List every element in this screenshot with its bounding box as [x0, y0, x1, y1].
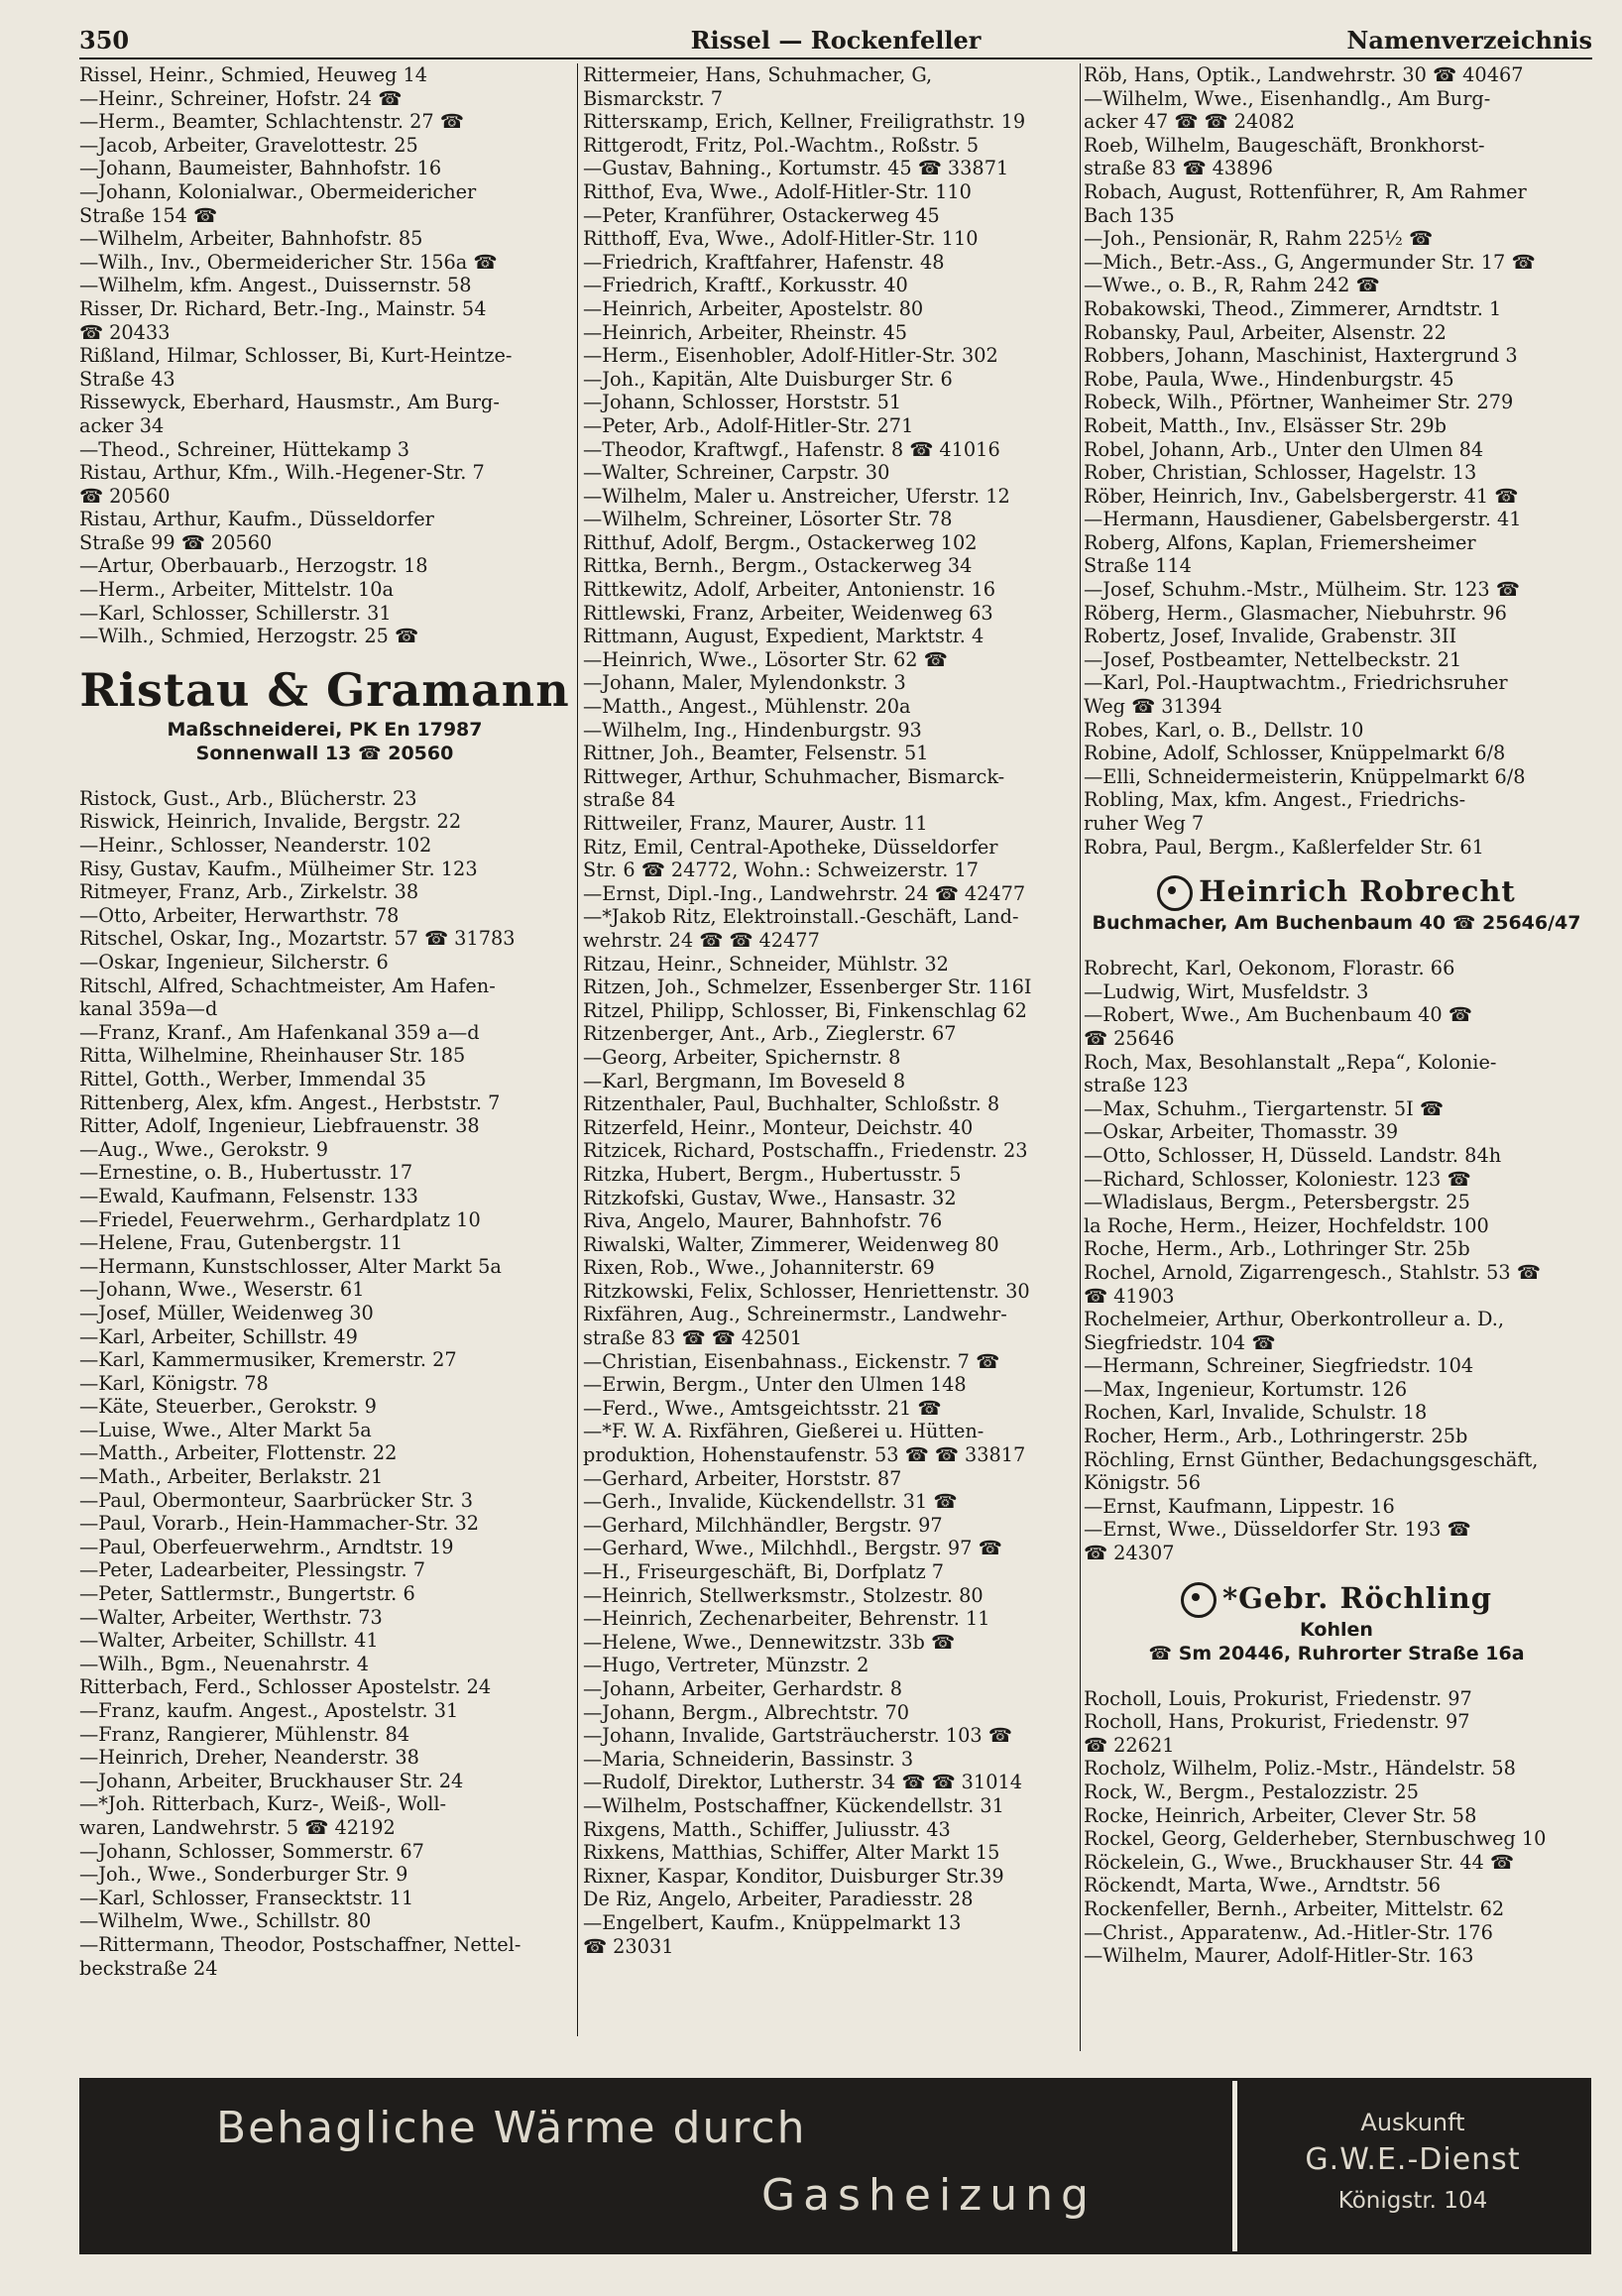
- directory-entry: Robling, Max, kfm. Angest., Friedrichs-: [1084, 788, 1466, 812]
- directory-entry: Rittenberg, Alex, kfm. Angest., Herbststr. 7: [79, 1091, 501, 1114]
- company-logo-icon: [1181, 1582, 1216, 1618]
- column-divider: [1080, 63, 1081, 2051]
- directory-entry: —Johann, Schlosser, Horststr. 51: [583, 391, 902, 414]
- business-advertisement: [1084, 872, 1589, 935]
- directory-entry: —Helene, Frau, Gutenbergstr. 11: [79, 1231, 404, 1255]
- ad-info-name: G.W.E.-Dienst: [1305, 2142, 1521, 2177]
- directory-entry: —Ernestine, o. B., Hubertusstr. 17: [79, 1161, 413, 1185]
- directory-entry: —Erwin, Bergm., Unter den Ulmen 148: [583, 1373, 967, 1397]
- directory-entry: —Herm., Beamter, Schlachtenstr. 27 ☎: [79, 110, 464, 134]
- page-header: [79, 22, 1592, 59]
- directory-entry: —Gerhard, Wwe., Milchhdl., Bergstr. 97 ☎: [583, 1537, 1002, 1560]
- directory-entry: Röchling, Ernst Günther, Bedachungsgeschäft,: [1084, 1447, 1539, 1471]
- page-number: 350: [79, 26, 130, 55]
- directory-entry: —Oskar, Ingenieur, Silcherstr. 6: [79, 951, 389, 974]
- column-2: [583, 63, 1077, 2051]
- directory-entry: —Karl, Bergmann, Im Boveseld 8: [583, 1069, 906, 1092]
- directory-entry: —Herm., Arbeiter, Mittelstr. 10a: [79, 578, 394, 602]
- directory-entry: Robes, Karl, o. B., Dellstr. 10: [1084, 718, 1364, 742]
- directory-entry: —Matth., Arbeiter, Flottenstr. 22: [79, 1441, 398, 1465]
- directory-entry: Robeit, Matth., Inv., Elsässer Str. 29b: [1084, 413, 1447, 437]
- section-title: Namenverzeichnis: [1346, 26, 1592, 55]
- ad-info-address: Königstr. 104: [1337, 2188, 1488, 2214]
- directory-entry: —Mich., Betr.-Ass., G, Angermunder Str. 17 ☎: [1084, 250, 1536, 274]
- advertisement-name-text: Heinrich Robrecht: [1199, 874, 1516, 909]
- directory-entry: —Wladislaus, Bergm., Petersbergstr. 25: [1084, 1191, 1470, 1214]
- directory-entry: Ritzenthaler, Paul, Buchhalter, Schloßstr. 8: [583, 1092, 1000, 1116]
- directory-entry: —Johann, Kolonialwar., Obermeidericher: [79, 179, 477, 203]
- directory-entry: —Max, Ingenieur, Kortumstr. 126: [1084, 1377, 1408, 1401]
- directory-entry: Rittersкamp, Erich, Kellner, Freiligrathstr. 19: [583, 110, 1026, 134]
- directory-entry: Risser, Dr. Richard, Betr.-Ing., Mainstr. 54: [79, 296, 487, 320]
- directory-entry: —Peter, Ladearbeiter, Plessingstr. 7: [79, 1558, 426, 1582]
- directory-entry: —Karl, Schlosser, Schillerstr. 31: [79, 601, 392, 625]
- directory-entry: —Heinrich, Zechenarbeiter, Behrenstr. 11: [583, 1607, 990, 1631]
- directory-entry: Röckendt, Marta, Wwe., Arndtstr. 56: [1084, 1874, 1442, 1897]
- directory-entry: Robeck, Wilh., Pförtner, Wanheimer Str. 279: [1084, 391, 1514, 414]
- directory-entry: —Wilh., Schmied, Herzogstr. 25 ☎: [79, 625, 419, 648]
- directory-entry: —Paul, Oberfeuerwehrm., Arndtstr. 19: [79, 1535, 454, 1558]
- directory-entry: Riwalski, Walter, Zimmerer, Weidenweg 80: [583, 1232, 999, 1256]
- directory-entry: Rittermeier, Hans, Schuhmacher, G,: [583, 63, 933, 86]
- directory-entry: Ritzka, Hubert, Bergm., Hubertusstr. 5: [583, 1162, 962, 1186]
- business-advertisement: [79, 662, 570, 765]
- directory-entry: Ritzen, Joh., Schmelzer, Essenberger Str. 116I: [583, 976, 1032, 999]
- directory-entry: —Wilhelm, Maler u. Anstreicher, Uferstr. 12: [583, 484, 1010, 508]
- directory-entry: —Christ., Apparatenw., Ad.-Hitler-Str. 176: [1084, 1920, 1493, 1944]
- directory-entry: ☎ 20433: [79, 320, 171, 344]
- directory-entry: wehrstr. 24 ☎ ☎ 42477: [583, 928, 820, 952]
- directory-entry: Rittweiler, Franz, Maurer, Austr. 11: [583, 812, 928, 835]
- directory-entry: —Rittermann, Theodor, Postschaffner, Nettel-: [79, 1932, 521, 1956]
- directory-entry: Königstr. 56: [1084, 1471, 1201, 1495]
- directory-entry: Rissewyck, Eberhard, Hausmstr., Am Burg-: [79, 391, 500, 414]
- directory-entry: Rittner, Joh., Beamter, Felsenstr. 51: [583, 742, 929, 765]
- directory-entry: —Wilhelm, Postschaffner, Kückendellstr. 31: [583, 1793, 1004, 1817]
- directory-entry: Str. 6 ☎ 24772, Wohn.: Schweizerstr. 17: [583, 859, 979, 882]
- directory-entry: De Riz, Angelo, Arbeiter, Paradiesstr. 28: [583, 1888, 974, 1911]
- directory-entry: straße 84: [583, 788, 676, 812]
- directory-entry: —Maria, Schneiderin, Bassinstr. 3: [583, 1747, 914, 1771]
- directory-entry: Ritta, Wilhelmine, Rheinhauser Str. 185: [79, 1044, 466, 1068]
- directory-entry: —Karl, Arbeiter, Schillstr. 49: [79, 1324, 358, 1348]
- directory-entry: —*Joh. Ritterbach, Kurz-, Weiß-, Woll-: [79, 1792, 447, 1816]
- directory-entry: Rittgerodt, Fritz, Pol.-Wachtm., Roßstr. 5: [583, 133, 980, 157]
- directory-entry: Bismarckstr. 7: [583, 86, 723, 110]
- directory-entry: Riva, Angelo, Maurer, Bahnhofstr. 76: [583, 1209, 943, 1233]
- ad-info-title: Auskunft: [1360, 2109, 1465, 2136]
- ad-slogan-line-1: Behagliche Wärme durch: [216, 2103, 807, 2153]
- directory-entry: Rocholl, Louis, Prokurist, Friedenstr. 97: [1084, 1686, 1472, 1710]
- directory-entry: —Wilhelm, Wwe., Schillstr. 80: [79, 1909, 372, 1933]
- directory-entry: —Joh., Kapitän, Alte Duisburger Str. 6: [583, 367, 953, 391]
- directory-entry: —Josef, Postbeamter, Nettelbeckstr. 21: [1084, 647, 1462, 671]
- directory-entry: —Robert, Wwe., Am Buchenbaum 40 ☎: [1084, 1003, 1472, 1027]
- directory-entry: —Jacob, Arbeiter, Gravelottestr. 25: [79, 133, 418, 157]
- advertisement-name: [1084, 872, 1589, 911]
- directory-entry: kanal 359a—d: [79, 997, 218, 1021]
- directory-entry: —Franz, Rangierer, Mühlenstr. 84: [79, 1722, 410, 1746]
- directory-entry: straße 123: [1084, 1074, 1189, 1097]
- directory-entry: —Hugo, Vertreter, Münzstr. 2: [583, 1654, 869, 1677]
- directory-entry: Rocke, Heinrich, Arbeiter, Clever Str. 58: [1084, 1803, 1477, 1827]
- ad-slogan-line-2: Gasheizung: [761, 2170, 1097, 2221]
- directory-entry: —Rudolf, Direktor, Lutherstr. 34 ☎ ☎ 31014: [583, 1771, 1022, 1794]
- advertisement-name-text: Ristau & Gramann: [79, 662, 570, 717]
- directory-entry: —Helene, Wwe., Dennewitzstr. 33b ☎: [583, 1630, 956, 1654]
- directory-entry: Ristock, Gust., Arb., Blücherstr. 23: [79, 786, 417, 810]
- directory-entry: Röckelein, G., Wwe., Bruckhauser Str. 44 ☎: [1084, 1850, 1514, 1874]
- directory-entry: produktion, Hohenstaufenstr. 53 ☎ ☎ 33817: [583, 1443, 1026, 1467]
- directory-entry: —Franz, kaufm. Angest., Apostelstr. 31: [79, 1699, 459, 1722]
- directory-entry: Rissel, Heinr., Schmied, Heuweg 14: [79, 63, 428, 86]
- advertisement-line: Maßschneiderei, PK En 17987: [167, 718, 483, 741]
- directory-entry: Rocholl, Hans, Prokurist, Friedenstr. 97: [1084, 1710, 1470, 1734]
- directory-entry: Rocholz, Wilhelm, Poliz.-Mstr., Händelstr. 58: [1084, 1757, 1516, 1780]
- directory-entry: —Math., Arbeiter, Berlakstr. 21: [79, 1465, 384, 1489]
- directory-entry: —Johann, Arbeiter, Bruckhauser Str. 24: [79, 1769, 464, 1792]
- directory-entry: Ritter, Adolf, Ingenieur, Liebfrauenstr. 38: [79, 1114, 480, 1138]
- directory-entry: Bach 135: [1084, 203, 1175, 227]
- directory-entry: ☎ 24307: [1084, 1542, 1175, 1565]
- company-logo-icon: [1157, 875, 1193, 911]
- directory-entry: —Gerh., Invalide, Kückendellstr. 31 ☎: [583, 1490, 958, 1514]
- directory-entry: ruher Weg 7: [1084, 812, 1205, 835]
- directory-entry: Röber, Heinrich, Inv., Gabelsbergerstr. 41 ☎: [1084, 484, 1519, 508]
- directory-entry: —Johann, Baumeister, Bahnhofstr. 16: [79, 157, 442, 180]
- directory-entry: —Heinrich, Arbeiter, Apostelstr. 80: [583, 296, 924, 320]
- directory-entry: —Karl, Kammermusiker, Kremerstr. 27: [79, 1348, 457, 1372]
- directory-entry: —Engelbert, Kaufm., Knüppelmarkt 13: [583, 1910, 962, 1934]
- directory-entry: ☎ 20560: [79, 484, 171, 508]
- directory-entry: —Friedrich, Kraftf., Korkusstr. 40: [583, 274, 908, 297]
- directory-entry: —Ernst, Dipl.-Ing., Landwehrstr. 24 ☎ 42477: [583, 881, 1026, 905]
- directory-entry: Ritthuf, Adolf, Bergm., Ostackerweg 102: [583, 530, 978, 554]
- directory-entry: —Christian, Eisenbahnass., Eickenstr. 7 ☎: [583, 1349, 1000, 1373]
- directory-entry: —Ludwig, Wirt, Musfeldstr. 3: [1084, 979, 1369, 1003]
- directory-entry: Weg ☎ 31394: [1084, 695, 1222, 719]
- directory-entry: Ritzerfeld, Heinr., Monteur, Deichstr. 40: [583, 1115, 974, 1139]
- directory-entry: —Gerhard, Arbeiter, Horststr. 87: [583, 1466, 902, 1490]
- directory-entry: waren, Landwehrstr. 5 ☎ 42192: [79, 1815, 396, 1839]
- directory-entry: —Georg, Arbeiter, Spichernstr. 8: [583, 1045, 901, 1069]
- directory-entry: —Karl, Königstr. 78: [79, 1371, 269, 1395]
- directory-entry: —Ewald, Kaufmann, Felsenstr. 133: [79, 1184, 418, 1207]
- directory-entry: —Josef, Schuhm.-Mstr., Mülheim. Str. 123 ☎: [1084, 578, 1520, 602]
- directory-entry: —Walter, Schreiner, Carpstr. 30: [583, 461, 890, 485]
- directory-entry: —Hermann, Schreiner, Siegfriedstr. 104: [1084, 1354, 1474, 1378]
- directory-entry: —Paul, Vorarb., Hein-Hammacher-Str. 32: [79, 1512, 480, 1536]
- name-range: Rissel — Rockenfeller: [690, 26, 982, 55]
- advertisement-name: [1084, 1579, 1589, 1618]
- directory-entry: Robakowski, Theod., Zimmerer, Arndtstr. 1: [1084, 296, 1502, 320]
- directory-entry: —Johann, Wwe., Weserstr. 61: [79, 1278, 365, 1302]
- directory-entry: Rober, Christian, Schlosser, Hagelstr. 13: [1084, 461, 1477, 485]
- directory-entry: —Wilhelm, Arbeiter, Bahnhofstr. 85: [79, 227, 423, 251]
- directory-entry: Rochelmeier, Arthur, Oberkontrolleur a. D.,: [1084, 1308, 1504, 1331]
- directory-entry: —*F. W. A. Rixfähren, Gießerei u. Hütten-: [583, 1420, 985, 1443]
- directory-entry: —Walter, Arbeiter, Schillstr. 41: [79, 1629, 379, 1653]
- directory-entry: Ritz, Emil, Central-Apotheke, Düsseldorfer: [583, 835, 998, 859]
- directory-entry: Straße 99 ☎ 20560: [79, 530, 273, 554]
- directory-entry: —Wilhelm, Schreiner, Lösorter Str. 78: [583, 508, 953, 531]
- directory-entry: —Herm., Eisenhobler, Adolf-Hitler-Str. 302: [583, 344, 998, 368]
- directory-entry: —*Jakob Ritz, Elektroinstall.-Geschäft, Land-: [583, 905, 1019, 929]
- directory-entry: Ritthof, Eva, Wwe., Adolf-Hitler-Str. 110: [583, 179, 972, 203]
- directory-entry: —Wilhelm, Wwe., Eisenhandlg., Am Burg-: [1084, 86, 1491, 110]
- directory-entry: —Heinrich, Arbeiter, Rheinstr. 45: [583, 320, 907, 344]
- directory-entry: Roberg, Alfons, Kaplan, Friemersheimer: [1084, 530, 1476, 554]
- directory-entry: —Josef, Müller, Weidenweg 30: [79, 1301, 374, 1324]
- directory-entry: —Wilh., Inv., Obermeidericher Str. 156a ☎: [79, 250, 498, 274]
- directory-entry: Rocher, Herm., Arb., Lothringerstr. 25b: [1084, 1425, 1468, 1448]
- directory-entry: Ritzenberger, Ant., Arb., Zieglerstr. 67: [583, 1022, 957, 1046]
- directory-entry: —Ernst, Wwe., Düsseldorfer Str. 193 ☎: [1084, 1518, 1471, 1542]
- directory-entry: —Hermann, Kunstschlosser, Alter Markt 5a: [79, 1254, 502, 1278]
- directory-entry: —H., Friseurgeschäft, Bi, Dorfplatz 7: [583, 1560, 945, 1583]
- directory-entry: —Wilhelm, kfm. Angest., Duissernstr. 58: [79, 274, 472, 297]
- directory-entry: ☎ 22621: [1084, 1733, 1175, 1757]
- directory-entry: Rittel, Gotth., Werber, Immendal 35: [79, 1067, 426, 1091]
- directory-entry: ☎ 25646: [1084, 1026, 1175, 1050]
- directory-entry: —Matth., Angest., Mühlenstr. 20a: [583, 695, 911, 719]
- directory-entry: Straße 114: [1084, 554, 1192, 578]
- directory-entry: —Wwe., o. B., R, Rahm 242 ☎: [1084, 274, 1380, 297]
- directory-entry: Robansky, Paul, Arbeiter, Alsenstr. 22: [1084, 320, 1447, 344]
- directory-entry: —Oskar, Arbeiter, Thomasstr. 39: [1084, 1120, 1399, 1144]
- directory-entry: Rockenfeller, Bernh., Arbeiter, Mittelstr. 62: [1084, 1896, 1505, 1920]
- directory-entry: Siegfriedstr. 104 ☎: [1084, 1330, 1276, 1354]
- directory-entry: la Roche, Herm., Heizer, Hochfeldstr. 100: [1084, 1213, 1489, 1237]
- column-3: [1084, 63, 1589, 2051]
- directory-entry: —Peter, Kranführer, Ostackerweg 45: [583, 203, 940, 227]
- directory-entry: —Heinrich, Dreher, Neanderstr. 38: [79, 1746, 419, 1770]
- directory-entry: Robach, August, Rottenführer, R, Am Rahmer: [1084, 179, 1527, 203]
- directory-entry: straße 83 ☎ ☎ 42501: [583, 1326, 803, 1350]
- directory-entry: —Otto, Schlosser, H, Düsseld. Landstr. 84h: [1084, 1143, 1502, 1167]
- directory-entry: —Luise, Wwe., Alter Markt 5a: [79, 1418, 372, 1441]
- directory-entry: —Joh., Wwe., Sonderburger Str. 9: [79, 1863, 408, 1887]
- directory-entry: Roch, Max, Besohlanstalt „Repa“, Kolonie-: [1084, 1050, 1497, 1074]
- directory-entry: Rittka, Bernh., Bergm., Ostackerweg 34: [583, 554, 973, 578]
- directory-entry: —Otto, Arbeiter, Herwarthstr. 78: [79, 903, 400, 927]
- advertisement-line: Sonnenwall 13 ☎ 20560: [195, 742, 454, 764]
- directory-entry: Robel, Johann, Arb., Unter den Ulmen 84: [1084, 437, 1484, 461]
- directory-entry: —Heinrich, Stellwerksmstr., Stolzestr. 80: [583, 1583, 984, 1607]
- directory-entry: —Johann, Invalide, Gartsträucherstr. 103 ☎: [583, 1724, 1012, 1748]
- directory-entry: —Friedel, Feuerwehrm., Gerhardplatz 10: [79, 1207, 481, 1231]
- directory-entry: —Peter, Arb., Adolf-Hitler-Str. 271: [583, 413, 914, 437]
- directory-entry: —Johann, Maler, Mylendonkstr. 3: [583, 671, 906, 695]
- directory-entry: Rittmann, August, Expedient, Marktstr. 4: [583, 625, 985, 648]
- directory-entry: —Walter, Arbeiter, Werthstr. 73: [79, 1605, 383, 1629]
- directory-entry: Robine, Adolf, Schlosser, Knüppelmarkt 6/8: [1084, 742, 1506, 765]
- directory-entry: Ritzicek, Richard, Postschaffn., Friedenstr. 23: [583, 1139, 1028, 1163]
- directory-entry: Robra, Paul, Bergm., Kaßlerfelder Str. 61: [1084, 835, 1484, 859]
- gas-heating-advertisement: [79, 2078, 1591, 2254]
- directory-entry: Robe, Paula, Wwe., Hindenburgstr. 45: [1084, 367, 1454, 391]
- directory-entry: ☎ 41903: [1084, 1284, 1175, 1308]
- directory-entry: —Hermann, Hausdiener, Gabelsbergerstr. 41: [1084, 508, 1522, 531]
- directory-entry: Rittkewitz, Adolf, Arbeiter, Antonienstr. 16: [583, 578, 996, 602]
- advertisement-name: [79, 662, 570, 718]
- directory-entry: Ritzkofski, Gustav, Wwe., Hansastr. 32: [583, 1186, 957, 1209]
- directory-entry: —Friedrich, Kraftfahrer, Hafenstr. 48: [583, 250, 945, 274]
- directory-entry: Straße 43: [79, 367, 175, 391]
- directory-entry: —Wilhelm, Ing., Hindenburgstr. 93: [583, 718, 922, 742]
- directory-entry: —Joh., Pensionär, R, Rahm 225½ ☎: [1084, 227, 1433, 251]
- advertisement-line: Buchmacher, Am Buchenbaum 40 ☎ 25646/47: [1092, 912, 1581, 935]
- directory-entry: Rißland, Hilmar, Schlosser, Bi, Kurt-Heintze-: [79, 344, 513, 368]
- directory-entry: —Theod., Schreiner, Hüttekamp 3: [79, 437, 410, 461]
- directory-entry: Straße 154 ☎: [79, 203, 218, 227]
- directory-entry: Riswick, Heinrich, Invalide, Bergstr. 22: [79, 810, 462, 834]
- directory-entry: —Karl, Schlosser, Fransecktstr. 11: [79, 1886, 414, 1909]
- directory-entry: Röberg, Herm., Glasmacher, Niebuhrstr. 96: [1084, 601, 1507, 625]
- directory-entry: —Heinrich, Wwe., Lösorter Str. 62 ☎: [583, 647, 948, 671]
- directory-entry: —Heinr., Schlosser, Neanderstr. 102: [79, 834, 432, 858]
- directory-entry: Rittweger, Arthur, Schuhmacher, Bismarck-: [583, 764, 1005, 788]
- directory-entry: acker 34: [79, 413, 165, 437]
- directory-entry: —Ferd., Wwe., Amtsgeichtsstr. 21 ☎: [583, 1396, 942, 1420]
- directory-entry: —Gustav, Bahning., Kortumstr. 45 ☎ 33871: [583, 157, 1009, 180]
- directory-entry: Ritzkowski, Felix, Schlosser, Henriettenstr. 30: [583, 1279, 1030, 1303]
- directory-entry: —Ernst, Kaufmann, Lippestr. 16: [1084, 1494, 1395, 1518]
- directory-entry: Ristau, Arthur, Kfm., Wilh.-Hegener-Str. 7: [79, 461, 485, 485]
- directory-entry: —Peter, Sattlermstr., Bungertstr. 6: [79, 1582, 415, 1606]
- directory-entry: —Heinr., Schreiner, Hofstr. 24 ☎: [79, 86, 403, 110]
- directory-entry: Röb, Hans, Optik., Landwehrstr. 30 ☎ 40467: [1084, 63, 1524, 86]
- directory-entry: Ritzau, Heinr., Schneider, Mühlstr. 32: [583, 952, 949, 976]
- directory-entry: —Johann, Schlosser, Sommerstr. 67: [79, 1839, 424, 1863]
- directory-entry: —Aug., Wwe., Gerokstr. 9: [79, 1137, 329, 1161]
- directory-entry: —Artur, Oberbauarb., Herzogstr. 18: [79, 554, 428, 578]
- directory-entry: —Johann, Arbeiter, Gerhardstr. 8: [583, 1676, 902, 1700]
- directory-entry: straße 83 ☎ 43896: [1084, 157, 1273, 180]
- directory-entry: —Wilhelm, Maurer, Adolf-Hitler-Str. 163: [1084, 1944, 1474, 1968]
- directory-entry: Ritthoff, Eva, Wwe., Adolf-Hitler-Str. 110: [583, 227, 979, 251]
- directory-entry: ☎ 23031: [583, 1934, 674, 1958]
- business-advertisement: [1084, 1579, 1589, 1665]
- directory-entry: —Paul, Obermonteur, Saarbrücker Str. 3: [79, 1488, 473, 1512]
- directory-entry: Robbers, Johann, Maschinist, Haxtergrund 3: [1084, 344, 1518, 368]
- directory-entry: Roche, Herm., Arb., Lothringer Str. 25b: [1084, 1237, 1470, 1261]
- directory-entry: Ritterbach, Ferd., Schlosser Apostelstr. 24: [79, 1675, 492, 1699]
- directory-entry: Rixkens, Matthias, Schiffer, Alter Markt 15: [583, 1841, 1000, 1865]
- directory-entry: Rockel, Georg, Gelderheber, Sternbuschweg 10: [1084, 1827, 1547, 1851]
- advertisement-line: ☎ Sm 20446, Ruhrorter Straße 16a: [1148, 1642, 1525, 1665]
- directory-entry: Rixgens, Matth., Schiffer, Juliusstr. 43: [583, 1817, 951, 1841]
- directory-entry: Rock, W., Bergm., Pestalozzistr. 25: [1084, 1780, 1419, 1803]
- directory-entry: acker 47 ☎ ☎ 24082: [1084, 110, 1296, 134]
- directory-entry: Rochen, Karl, Invalide, Schulstr. 18: [1084, 1401, 1428, 1425]
- directory-entry: Roeb, Wilhelm, Baugeschäft, Bronkhorst-: [1084, 133, 1485, 157]
- advertisement-name-text: *Gebr. Röchling: [1221, 1580, 1493, 1615]
- directory-entry: Risy, Gustav, Kaufm., Mülheimer Str. 123: [79, 857, 478, 880]
- column-divider: [577, 63, 578, 2036]
- column-1: [79, 63, 570, 2036]
- directory-entry: Rittlewski, Franz, Arbeiter, Weidenweg 63: [583, 601, 993, 625]
- directory-entry: Rochel, Arnold, Zigarrengesch., Stahlstr. 53 ☎: [1084, 1260, 1541, 1284]
- directory-entry: —Wilh., Bgm., Neuenahrstr. 4: [79, 1652, 370, 1675]
- directory-entry: —Gerhard, Milchhändler, Bergstr. 97: [583, 1513, 943, 1537]
- directory-entry: Ritmeyer, Franz, Arb., Zirkelstr. 38: [79, 880, 419, 904]
- directory-entry: Ristau, Arthur, Kaufm., Düsseldorfer: [79, 508, 434, 531]
- directory-entry: Ritzel, Philipp, Schlosser, Bi, Finkenschlag 62: [583, 998, 1027, 1022]
- directory-entry: —Max, Schuhm., Tiergartenstr. 5I ☎: [1084, 1096, 1444, 1120]
- directory-entry: —Franz, Kranf., Am Hafenkanal 359 a—d: [79, 1020, 480, 1044]
- directory-entry: Robrecht, Karl, Oekonom, Florastr. 66: [1084, 957, 1455, 980]
- directory-entry: Ritschel, Oskar, Ing., Mozartstr. 57 ☎ 31783: [79, 927, 516, 951]
- directory-entry: —Elli, Schneidermeisterin, Knüppelmarkt 6/8: [1084, 764, 1526, 788]
- directory-entry: Rixfähren, Aug., Schreinermstr., Landwehr-: [583, 1303, 1007, 1326]
- directory-entry: —Johann, Bergm., Albrechtstr. 70: [583, 1700, 909, 1724]
- directory-entry: Ritschl, Alfred, Schachtmeister, Am Hafen-: [79, 974, 496, 997]
- directory-entry: Robertz, Josef, Invalide, Grabenstr. 3II: [1084, 625, 1457, 648]
- directory-entry: Rixner, Kaspar, Konditor, Duisburger Str.39: [583, 1864, 1004, 1888]
- directory-entry: —Karl, Pol.-Hauptwachtm., Friedrichsruher: [1084, 671, 1508, 695]
- directory-entry: —Käte, Steuerber., Gerokstr. 9: [79, 1395, 377, 1419]
- directory-entry: beckstraße 24: [79, 1956, 218, 1980]
- directory-entry: —Theodor, Kraftwgf., Hafenstr. 8 ☎ 41016: [583, 437, 1000, 461]
- directory-entry: —Richard, Schlosser, Koloniestr. 123 ☎: [1084, 1167, 1471, 1191]
- directory-entry: Rixen, Rob., Wwe., Johanniterstr. 69: [583, 1256, 935, 1280]
- advertisement-line: Kohlen: [1300, 1618, 1373, 1641]
